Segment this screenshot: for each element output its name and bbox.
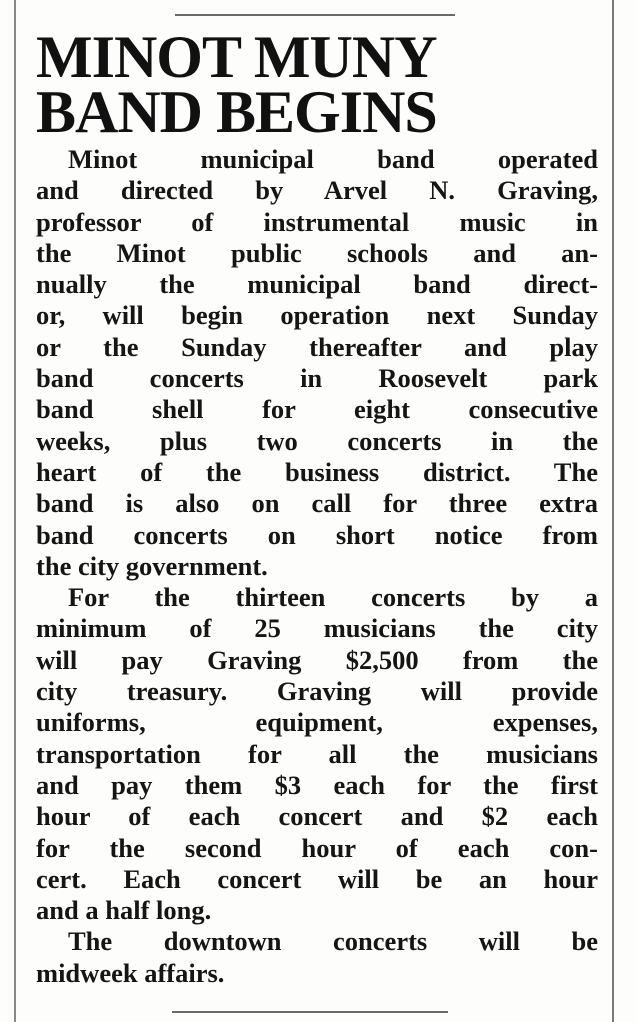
article-line: and pay them $3 each for the first xyxy=(36,769,598,800)
paragraph-2 xyxy=(36,582,598,926)
article-line: the Minot public schools and an- xyxy=(36,237,598,268)
article-line: professor of instrumental music in xyxy=(36,206,598,237)
article-line: cert. Each concert will be an hour xyxy=(36,863,598,894)
headline-line-2: BAND BEGINS xyxy=(36,79,437,145)
article-line: weeks, plus two concerts in the xyxy=(36,425,598,456)
article-line: nually the municipal band direct- xyxy=(36,269,598,300)
paragraph-3 xyxy=(36,926,598,989)
article-line: or, will begin operation next Sunday xyxy=(36,300,598,331)
top-divider xyxy=(175,14,455,16)
article-line: and directed by Arvel N. Graving, xyxy=(36,175,598,206)
article-line: will pay Graving $2,500 from the xyxy=(36,644,598,675)
article-line: the city government. xyxy=(36,550,268,581)
article-line: minimum of 25 musicians the city xyxy=(36,613,598,644)
article-line: Minot municipal band operated xyxy=(68,144,598,174)
article-line: heart of the business district. The xyxy=(36,456,598,487)
article-line: uniforms, equipment, expenses, xyxy=(36,707,598,738)
article-line: band shell for eight consecutive xyxy=(36,394,598,425)
bottom-divider xyxy=(172,1011,448,1013)
article-line: band concerts in Roosevelt park xyxy=(36,363,598,394)
article-line: hour of each concert and $2 each xyxy=(36,801,598,832)
article-line: The downtown concerts will be xyxy=(68,926,598,957)
headline-line-1: MINOT MUNY xyxy=(36,24,437,90)
article-line: transportation for all the musicians xyxy=(36,738,598,769)
column-rule-left xyxy=(14,0,16,1022)
article-line: midweek affairs. xyxy=(36,957,225,988)
article-line: For the thirteen concerts by a xyxy=(68,582,598,613)
headline xyxy=(36,24,606,145)
article-line: city treasury. Graving will provide xyxy=(36,676,598,707)
article-body xyxy=(36,144,598,989)
column-rule-right xyxy=(612,0,614,1022)
article-line: or the Sunday thereafter and play xyxy=(36,331,598,362)
paragraph-1 xyxy=(36,144,598,582)
article-line: band is also on call for three extra xyxy=(36,488,598,519)
article-line: band concerts on short notice from xyxy=(36,519,598,550)
article-line: for the second hour of each con- xyxy=(36,832,598,863)
article-line: and a half long. xyxy=(36,895,212,926)
